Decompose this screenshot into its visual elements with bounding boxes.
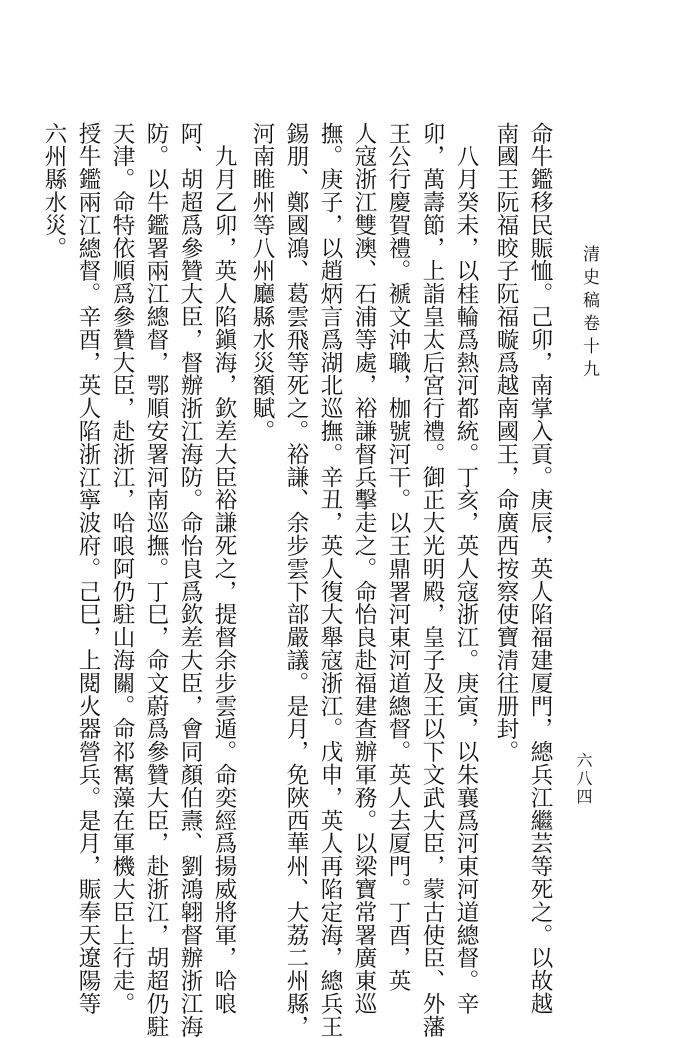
text-column: 撫。庚子，以趙炳言爲湖北巡撫。辛丑，英人復大舉寇浙江。戊申，英人再陷定海，總兵王	[317, 122, 343, 1038]
running-title: 清史稿卷十九	[579, 245, 599, 383]
page-number: 六八四	[574, 752, 593, 806]
text-column: 天津。命特依順爲參贊大臣，赴浙江，哈哴阿仍駐山海關。命祁寯藻在軍機大臣上行走。	[109, 122, 135, 1016]
text-column: 阿、胡超爲參贊大臣，督辦浙江海防。命怡良爲欽差大臣，會同顏伯燾、劉鴻翶督辦浙江海	[177, 122, 203, 1038]
text-column: 王公行慶賀禮。褫文沖職，枷號河干。以王鼎署河東河道總督。英人去厦門。丁酉，英	[385, 122, 411, 993]
text-column: 防。以牛鑑署兩江總督，鄂順安署河南巡撫。丁巳，命文蔚爲參贊大臣，赴浙江，胡超仍駐	[143, 122, 169, 1038]
text-column: 人寇浙江雙澳、石浦等處，裕謙督兵擊走之。命怡良赴福建查辦軍務。以梁寶常署廣東巡	[351, 122, 377, 1016]
text-column: 六州縣水災。	[41, 122, 67, 260]
text-column: 錫朋、鄭國鴻、葛雲飛等死之。裕謙、余步雲下部嚴議。是月，免陜西華州、大荔二州縣，	[283, 122, 309, 1038]
text-column: 南國王阮福晈子阮福暶爲越南國王，命廣西按察使寶清往册封。	[493, 122, 519, 764]
text-column: 河南睢州等八州廳縣水災額賦。	[249, 122, 275, 443]
text-column: 命牛鑑移民賑恤。己卯，南掌入貢。庚辰，英人陷福建厦門，總兵江繼芸等死之。以故越	[527, 122, 553, 1016]
text-column: 八月癸未，以桂輪爲熱河都統。丁亥，英人寇浙江。庚寅，以朱襄爲河東河道總督。辛	[453, 122, 479, 1016]
text-column: 九月乙卯，英人陷鎭海，欽差大臣裕謙死之，提督余步雲遁。命奕經爲揚威將軍，哈哴	[211, 122, 237, 1016]
text-column: 卯，萬壽節，上詣皇太后宮行禮。御正大光明殿，皇子及王以下文武大臣，蒙古使臣、外藩	[419, 122, 445, 1038]
text-column: 授牛鑑兩江總督。辛酉，英人陷浙江寧波府。己巳，上閱火器營兵。是月，賑奉天遼陽等	[75, 122, 101, 1016]
